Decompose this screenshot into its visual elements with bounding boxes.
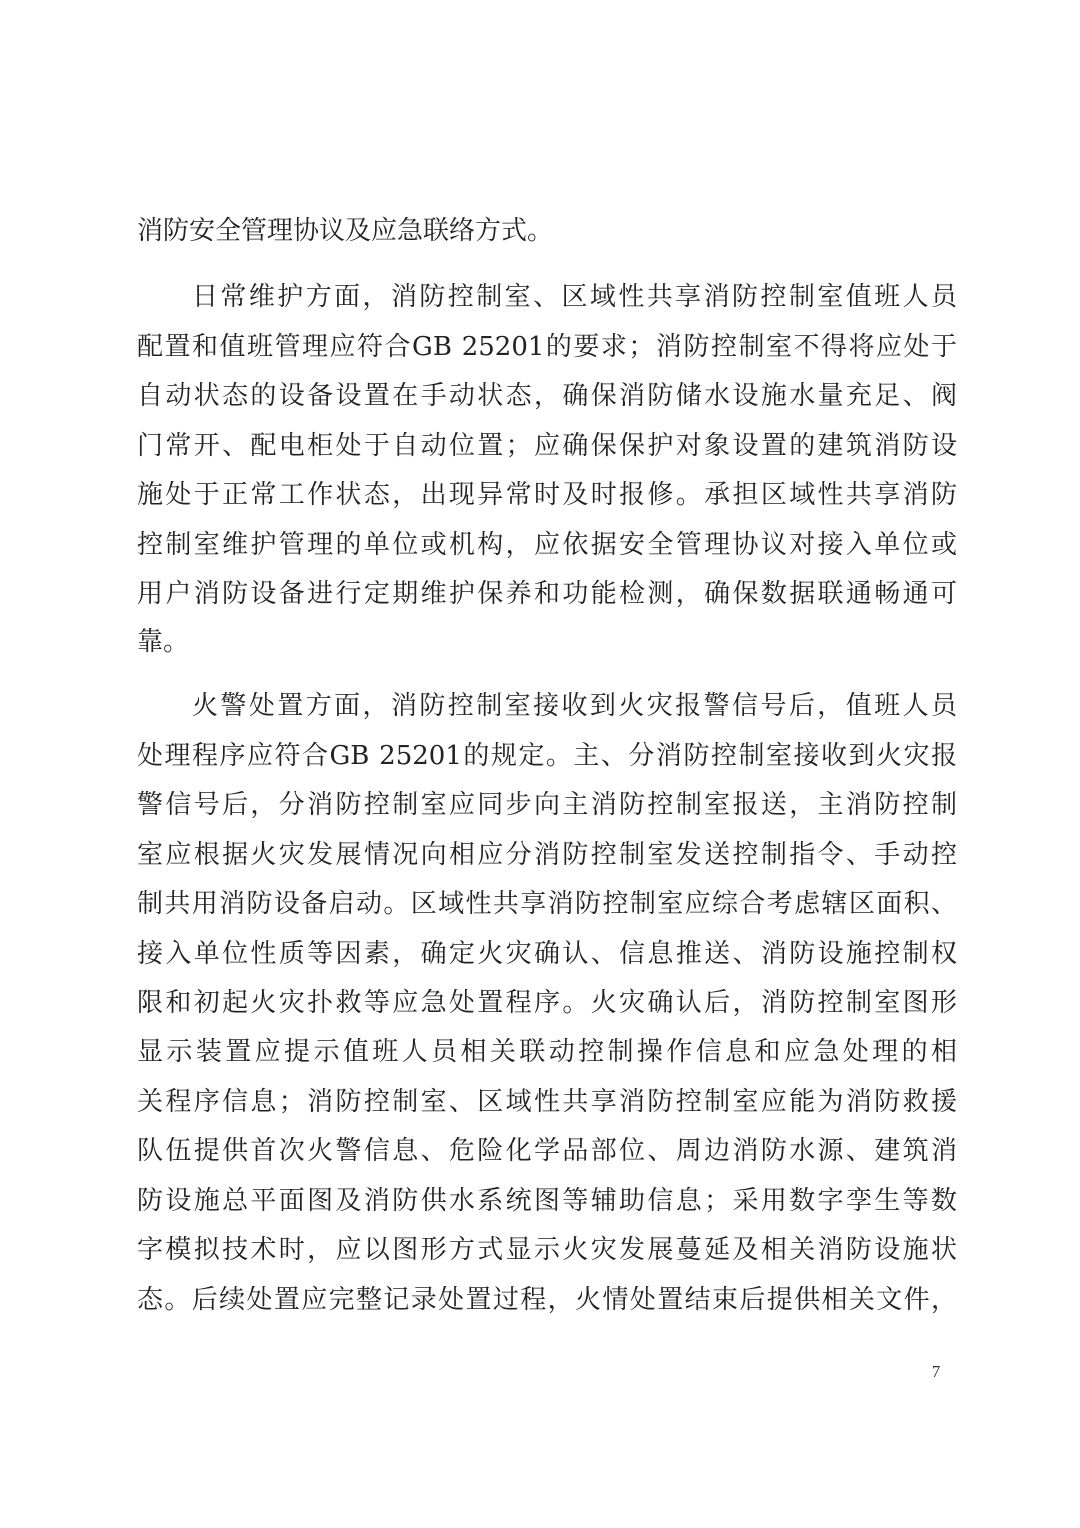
text-line: 队伍提供首次火警信息、危险化学品部位、周边消防水源、建筑消 <box>137 1136 957 1166</box>
text-line: 防设施总平面图及消防供水系统图等辅助信息；采用数字孪生等数 <box>137 1186 957 1216</box>
text-line: 配置和值班管理应符合GB 25201的要求；消防控制室不得将应处于 <box>137 332 957 362</box>
page-number: 7 <box>931 1362 941 1381</box>
text-line: 显示装置应提示值班人员相关联动控制操作信息和应急处理的相 <box>137 1037 957 1067</box>
text-line: 处理程序应符合GB 25201的规定。主、分消防控制室接收到火灾报 <box>137 741 957 771</box>
text-line: 限和初起火灾扑救等应急处置程序。火灾确认后，消防控制室图形 <box>137 988 957 1018</box>
text-line: 室应根据火灾发展情况向相应分消防控制室发送控制指令、手动控 <box>137 840 957 870</box>
text-line: 用户消防设备进行定期维护保养和功能检测，确保数据联通畅通可 <box>137 579 957 609</box>
text-line: 靠。 <box>137 627 190 657</box>
text-line: 自动状态的设备设置在手动状态，确保消防储水设施水量充足、阀 <box>137 381 957 411</box>
text-line: 制共用消防设备启动。区域性共享消防控制室应综合考虑辖区面积、 <box>137 889 957 919</box>
text-line: 门常开、配电柜处于自动位置；应确保保护对象设置的建筑消防设 <box>137 431 957 461</box>
text-line: 日常维护方面，消防控制室、区域性共享消防控制室值班人员 <box>192 282 957 312</box>
text-line: 态。后续处置应完整记录处置过程，火情处置结束后提供相关文件， <box>137 1285 957 1315</box>
text-line: 字模拟技术时，应以图形方式显示火灾发展蔓延及相关消防设施状 <box>137 1235 957 1265</box>
text-line: 消防安全管理协议及应急联络方式。 <box>137 216 554 246</box>
text-line: 接入单位性质等因素，确定火灾确认、信息推送、消防设施控制权 <box>137 939 957 969</box>
text-line: 控制室维护管理的单位或机构，应依据安全管理协议对接入单位或 <box>137 530 957 560</box>
text-line: 警信号后，分消防控制室应同步向主消防控制室报送，主消防控制 <box>137 790 957 820</box>
text-line: 关程序信息；消防控制室、区域性共享消防控制室应能为消防救援 <box>137 1087 957 1117</box>
text-line: 火警处置方面，消防控制室接收到火灾报警信号后，值班人员 <box>192 691 957 721</box>
text-line: 施处于正常工作状态，出现异常时及时报修。承担区域性共享消防 <box>137 480 957 510</box>
